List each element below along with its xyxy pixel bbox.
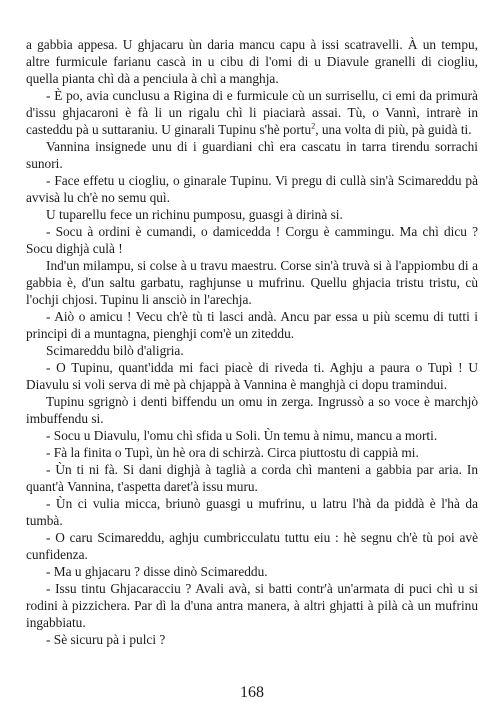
paragraph-18: - Issu tintu Ghjacaracciu ? Avali avà, si batti contr'à un'armata di puci chì u si rodini à pizzichera. Par dì la d'una antra manera, à altri ghjatti à pilà cà un mufrinu ingabbiatu. xyxy=(26,581,478,630)
paragraph-15: - Ùn ci vulia micca, briunò guasgi u mufrinu, u latru l'hà da piddà è l'hà da tumbà. xyxy=(26,496,478,528)
page-body xyxy=(26,36,478,648)
paragraph-5: U tuparellu fece un richinu pumposu, guasgi à dirinà si. xyxy=(46,207,343,222)
page-number: 168 xyxy=(240,684,264,701)
paragraph-11: Tupinu sgrignò i denti biffendu un omu in zerga. Ingrussò a so voce è marchjò imbuffendu si. xyxy=(26,394,478,426)
paragraph-9: Scimareddu bilò d'aligria. xyxy=(46,343,184,358)
paragraph-14: - Ùn ti ni fà. Si dani dighjà à taglià a corda chì manteni a gabbia par aria. In quant'à Vannina, t'aspetta daret'à issu muru. xyxy=(26,462,478,494)
paragraph-16: - O caru Scimareddu, aghju cumbricculatu tuttu eiu : hè segnu ch'è tù poi avè cunfidenza. xyxy=(26,530,478,562)
paragraph-8: - Aiò o amicu ! Vecu ch'è tù ti lasci andà. Ancu par essa u più scemu di tutti i principi di a muntagna, pienghji com'è un ziteddu. xyxy=(26,309,478,341)
paragraph-10: - O Tupinu, quant'idda mi faci piacè di riveda ti. Aghju a paura o Tupì ! U Diavulu si voli serva di mè pà chjappà à Vannina è manghjà ci dopu tramindui. xyxy=(26,360,478,392)
paragraph-7: Ind'un milampu, si colse à u travu maestru. Corse sin'à truvà si à l'appiombu di a gabbia è, d'un saltu garbatu, raghjunse u mufrinu. Quellu ghjacia tristu tristu, cù l'ochji chjosi. Tupinu li ansciò in l'arechja. xyxy=(26,258,478,307)
paragraph-6: - Socu à ordini è cumandi, o damicedda ! Corgu è cammingu. Ma chì dicu ? Socu dighjà culà ! xyxy=(26,224,478,256)
paragraph-4: - Face effetu u ciogliu, o ginarale Tupinu. Vi pregu di cullà sin'à Scimareddu pà avvisà lu ch'è no semu quì. xyxy=(26,173,478,205)
footnote-mark[interactable]: 2 xyxy=(311,121,316,131)
paragraph-2 xyxy=(26,87,478,138)
paragraph-19: - Sè sicuru pà i pulci ? xyxy=(46,632,166,647)
paragraph-12: - Socu u Diavulu, l'omu chì sfida u Soli. Ùn temu à nimu, mancu a morti. xyxy=(46,428,438,443)
paragraph-3: Vannina insignede unu di i guardiani chì era cascatu in tarra tirendu sorrachi sunori. xyxy=(26,139,478,171)
paragraph-2-text: - È po, avia cunclusu a Rigina di e furmicule cù un surrisellu, ci emi da primurà d'issu ghjacaroni è fà li un rigalu chì li piaciarà assai. Tù, o Vannì, intrarè in casteddu pà u suttaraniu. U ginarali Tupinu s'hè portu xyxy=(26,88,478,137)
paragraph-13: - Fà la finita o Tupì, ùn hè ora di schirzà. Circa piuttostu di cappià mi. xyxy=(46,445,419,460)
paragraph-1: a gabbia appesa. U ghjacaru ùn daria mancu capu à issi scatravelli. À un tempu, altre furmicule farianu cascà in u cibu di l'omi di u Diavule granelli di ciogliu, quella pianta chì dà a penciula à chì a manghja. xyxy=(26,37,478,86)
paragraph-17: - Ma u ghjacaru ? disse dinò Scimareddu. xyxy=(46,564,268,579)
paragraph-2-text-after: , una volta di più, pà guidà ti. xyxy=(315,122,472,137)
